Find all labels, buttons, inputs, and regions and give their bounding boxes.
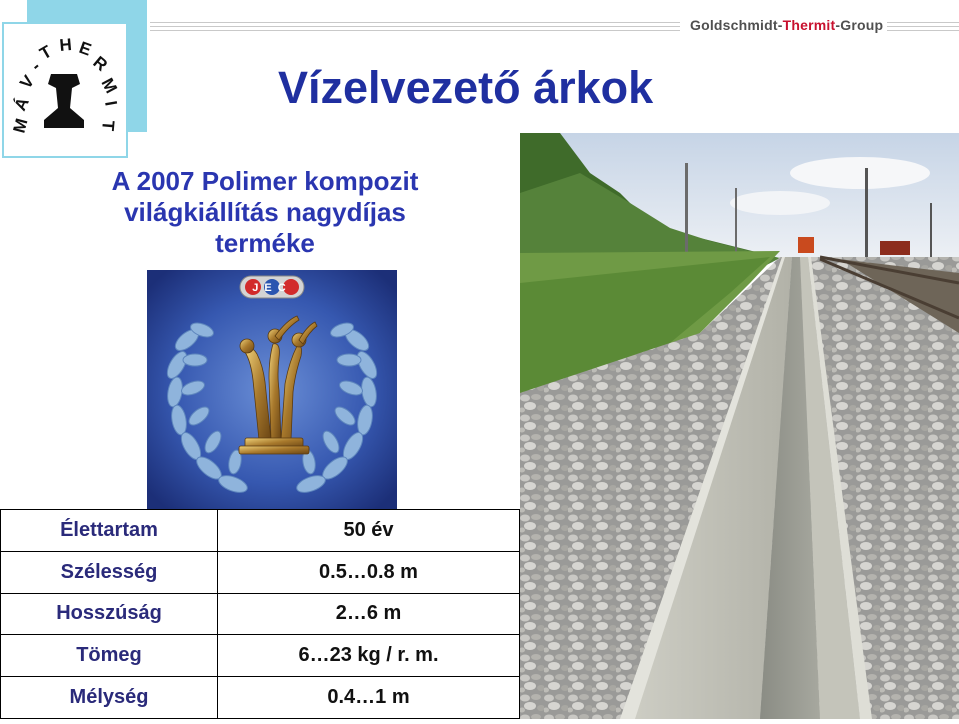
award-trophy-laurel-icon <box>147 270 397 510</box>
logo-letter: T <box>36 41 55 64</box>
spec-value: 2…6 m <box>218 593 520 635</box>
logo-letter: M <box>97 74 121 97</box>
spec-label: Tömeg <box>1 635 218 677</box>
subtitle-line: terméke <box>215 228 315 258</box>
header-line <box>887 26 959 27</box>
spec-label: Élettartam <box>1 510 218 552</box>
header-line <box>887 22 959 23</box>
spec-table <box>0 509 520 719</box>
logo-letter: - <box>27 56 44 76</box>
logo-letter: R <box>89 52 112 75</box>
table-row <box>1 510 520 552</box>
jec-badge <box>240 276 304 298</box>
logo-letter: Á <box>10 94 33 114</box>
logo-letter: T <box>98 119 118 132</box>
logo-letter: E <box>76 37 94 60</box>
logo-letter: M <box>9 116 32 136</box>
mav-thermit-logo <box>2 22 128 158</box>
logo-letter: V <box>16 71 39 93</box>
spec-label: Szélesség <box>1 551 218 593</box>
header-line <box>150 30 680 31</box>
spec-value: 0.5…0.8 m <box>218 551 520 593</box>
logo-letter: H <box>58 34 73 55</box>
header-line <box>887 30 959 31</box>
table-row <box>1 593 520 635</box>
logo-letter: I <box>101 99 121 108</box>
rail-profile-icon <box>44 74 84 128</box>
railway-drainage-channel-photo <box>520 133 959 719</box>
award-image <box>147 270 397 510</box>
page-title: Vízelvezető árkok <box>278 62 654 113</box>
spec-value: 6…23 kg / r. m. <box>218 635 520 677</box>
table-row <box>1 635 520 677</box>
spec-label: Hosszúság <box>1 593 218 635</box>
brand-name: Goldschmidt-Thermit-Group <box>690 17 884 33</box>
table-row <box>1 677 520 719</box>
logo-graphic <box>4 24 128 156</box>
subtitle-line: A 2007 Polimer kompozit <box>111 166 419 196</box>
table-row <box>1 551 520 593</box>
spec-value: 50 év <box>218 510 520 552</box>
subtitle-line: világkiállítás nagydíjas <box>124 197 406 227</box>
spec-value: 0.4…1 m <box>218 677 520 719</box>
jec-badge-text: JEC <box>252 282 292 294</box>
drainage-photo-graphic <box>520 133 959 719</box>
spec-label: Mélység <box>1 677 218 719</box>
header-line <box>150 26 680 27</box>
header-line <box>150 22 680 23</box>
subtitle <box>60 166 470 259</box>
